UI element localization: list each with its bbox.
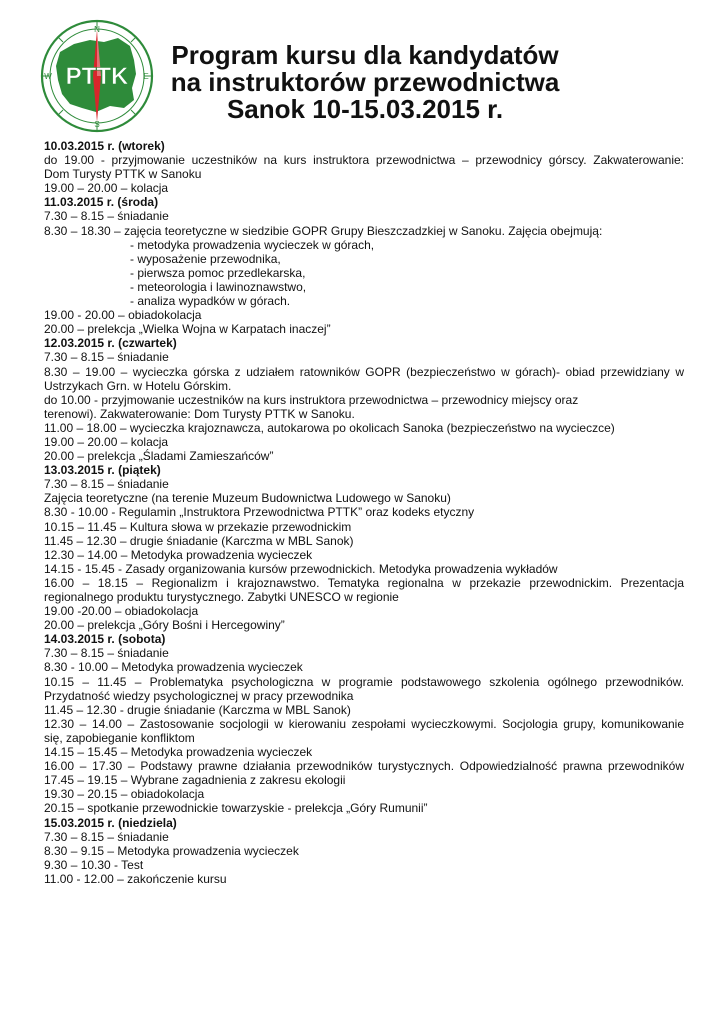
- logo-compass-n: N: [94, 25, 100, 34]
- schedule-line: 14.15 – 15.45 – Metodyka prowadzenia wycieczek: [44, 745, 313, 760]
- schedule-line: 11.45 – 12.30 – drugie śniadanie (Karczma w MBL Sanok): [44, 533, 354, 548]
- schedule-line: 8.30 - 10.00 - Regulamin „Instruktora Przewodnictwa PTTK” oraz kodeks etyczny: [44, 505, 475, 520]
- schedule-line: 8.30 – 18.30 – zajęcia teoretyczne w siedzibie GOPR Grupy Bieszczadzkiej w Sanoku. Zajęcia obejmują:: [44, 223, 603, 238]
- title-line-3: Sanok 10-15.03.2015 r.: [226, 94, 504, 124]
- schedule-line: 11.45 – 12.30 - drugie śniadanie (Karczma w MBL Sanok): [44, 702, 351, 717]
- schedule-line: 8.30 - 10.00 – Metodyka prowadzenia wycieczek: [44, 660, 303, 675]
- schedule-line: 19.00 – 20.00 – kolacja: [44, 181, 169, 196]
- schedule-line: 10.15 – 11.45 – Kultura słowa w przekazie przewodnickim: [44, 519, 352, 534]
- schedule-line: regionalnego produktu turystycznego. Zabytki UNESCO w regionie: [44, 590, 399, 604]
- schedule-line: Dom Turysty PTTK w Sanoku: [44, 167, 202, 182]
- document-title: [150, 42, 580, 123]
- day-heading: 12.03.2015 r. (czwartek): [44, 336, 177, 351]
- schedule-line: 7.30 – 8.15 – śniadanie: [44, 209, 169, 224]
- logo-compass-s: S: [94, 120, 100, 129]
- topic-item: - meteorologia i lawinoznawstwo,: [130, 279, 307, 294]
- schedule-line: Przydatność wiedzy psychologicznej w pracy przewodnika: [44, 688, 354, 703]
- schedule-line: 7.30 – 8.15 – śniadanie: [44, 350, 169, 365]
- schedule-line: 16.00 – 18.15 – Regionalizm i krajoznawstwo. Tematyka regionalna w przekazie przewodnickim. Prezentacja: [44, 575, 684, 590]
- schedule-line: Zajęcia teoretyczne (na terenie Muzeum Budownictwa Ludowego w Sanoku): [44, 491, 451, 506]
- schedule-line: 20.00 – prelekcja „Śladami Zamieszańców”: [44, 449, 274, 464]
- schedule-line: 20.00 – prelekcja „Wielka Wojna w Karpatach inaczej”: [44, 322, 331, 337]
- schedule-line: 11.00 - 12.00 – zakończenie kursu: [44, 871, 227, 886]
- schedule-line: 19.00 – 20.00 – kolacja: [44, 434, 169, 449]
- pttk-logo: [38, 18, 156, 134]
- schedule-line: 19.00 - 20.00 – obiadokolacja: [44, 308, 202, 323]
- schedule-line: 20.15 – spotkanie przewodnickie towarzyskie - prelekcja „Góry Rumunii”: [44, 801, 428, 816]
- title-line-2: na instruktorów przewodnictwa: [170, 67, 560, 97]
- day-heading: 14.03.2015 r. (sobota): [44, 632, 166, 647]
- schedule-line: 19.00 -20.00 – obiadokolacja: [44, 604, 199, 619]
- topic-item: - wyposażenie przewodnika,: [130, 251, 281, 266]
- schedule-line: 11.00 – 18.00 – wycieczka krajoznawcza, autokarowa po okolicach Sanoka (bezpieczeństwo na wycieczce): [44, 420, 615, 435]
- day-heading: 15.03.2015 r. (niedziela): [44, 815, 177, 830]
- logo-compass-e: E: [143, 72, 149, 81]
- schedule-line: 7.30 – 8.15 – śniadanie: [44, 477, 169, 492]
- day-heading: 10.03.2015 r. (wtorek): [44, 139, 165, 153]
- schedule-line: 10.15 – 11.45 – Problematyka psychologiczna w programie podstawowego szkolenia ogólnego przewodników.: [44, 674, 684, 689]
- schedule-line: 19.30 – 20.15 – obiadokolacja: [44, 787, 205, 802]
- schedule-line: do 19.00 - przyjmowanie uczestników na kurs instruktora przewodnictwa – przewodnicy górscy. Zakwaterowanie:: [44, 153, 684, 168]
- topic-item: - pierwsza pomoc przedlekarska,: [130, 265, 306, 280]
- title-line-1: Program kursu dla kandydatów: [171, 40, 559, 70]
- schedule-line: 12.30 – 14.00 – Metodyka prowadzenia wycieczek: [44, 547, 313, 562]
- schedule-line: 9.30 – 10.30 - Test: [44, 857, 144, 872]
- schedule-line: 12.30 – 14.00 – Zastosowanie socjologii w kierowaniu zespołami wycieczkowymi. Socjologia grupy, komunikowanie: [44, 716, 684, 731]
- logo-compass-w: W: [44, 72, 52, 81]
- schedule-line: 20.00 – prelekcja „Góry Bośni i Hercegowiny”: [44, 618, 285, 633]
- topic-item: - metodyka prowadzenia wycieczek w górach,: [130, 237, 375, 252]
- schedule-line: się, zapobieganie konfliktom: [44, 730, 195, 745]
- schedule-line: 16.00 – 17.30 – Podstawy prawne działania przewodników turystycznych. Odpowiedzialność prawna przewodników: [44, 759, 684, 774]
- logo-text: PTTK: [65, 63, 129, 90]
- schedule-line: 8.30 – 19.00 – wycieczka górska z udziałem ratowników GOPR (bezpieczeństwo w górach)- obiad przewidziany w: [44, 364, 684, 379]
- topic-item: - analiza wypadków w górach.: [130, 294, 291, 309]
- schedule-line: 7.30 – 8.15 – śniadanie: [44, 646, 169, 661]
- schedule-line: 17.45 – 19.15 – Wybrane zagadnienia z zakresu ekologii: [44, 773, 346, 788]
- schedule-line: Ustrzykach Grn. w Hotelu Górskim.: [44, 378, 232, 393]
- schedule-line: do 10.00 - przyjmowanie uczestników na kurs instruktora przewodnictwa – przewodnicy miejscy oraz: [44, 392, 579, 407]
- day-heading: 11.03.2015 r. (środa): [44, 195, 159, 210]
- schedule-line: 8.30 – 9.15 – Metodyka prowadzenia wycieczek: [44, 843, 299, 858]
- day-heading: 13.03.2015 r. (piątek): [44, 463, 161, 478]
- schedule-line: terenowi). Zakwaterowanie: Dom Turysty PTTK w Sanoku.: [44, 406, 355, 421]
- program-schedule: [44, 139, 684, 886]
- schedule-line: 14.15 - 15.45 - Zasady organizowania kursów przewodnickich. Metodyka prowadzenia wykładów: [44, 561, 558, 576]
- schedule-line: 7.30 – 8.15 – śniadanie: [44, 829, 169, 844]
